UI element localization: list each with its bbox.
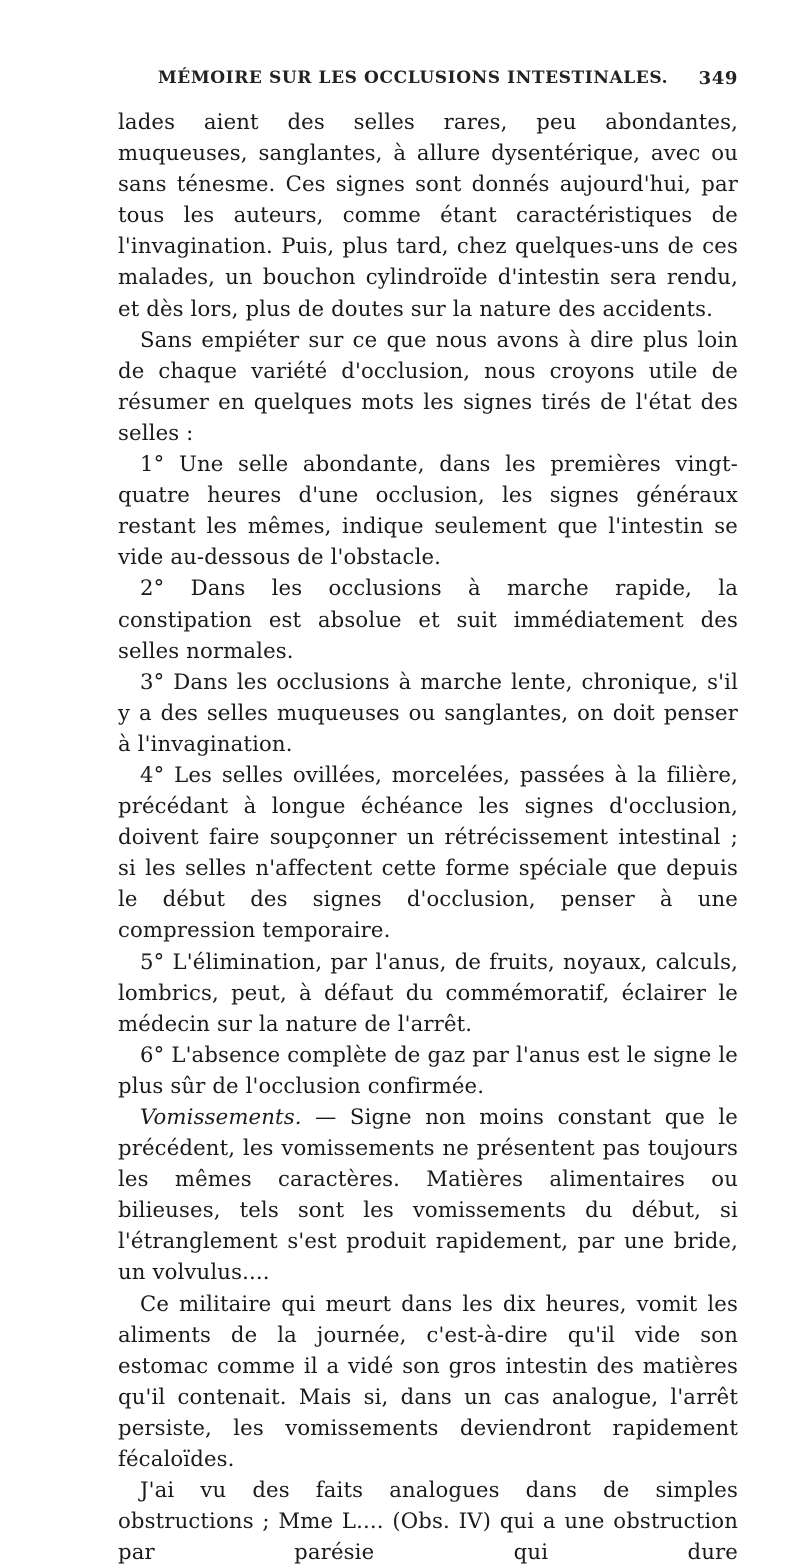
paragraph-militaire: Ce militaire qui meurt dans les dix heures, vomit les aliments de la journée, c'est-à-dire qu'il vide son estomac comme il a vidé son gros intestin des matières qu'il contenait. Mais si, dans un cas analogue, l'arrêt persiste, les vomissements deviendront rapidement fécaloïdes. [118, 1290, 738, 1472]
paragraph-continuation: lades aient des selles rares, peu abondantes, muqueuses, sanglantes, à allure dysentérique, avec ou sans ténesme. Ces signes sont donnés aujourd'hui, par tous les auteurs, comme étant caractéristiques de l'invagination. Puis, plus tard, chez quelques-uns de ces malades, un bouchon cylindroïde d'intestin sera rendu, et dès lors, plus de doutes sur la nature des accidents. [118, 109, 738, 321]
body-text [118, 106, 738, 1567]
running-title: MÉMOIRE SUR LES OCCLUSIONS INTESTINALES. [157, 68, 669, 88]
paragraph-item-2: 2° Dans les occlusions à marche rapide, la constipation est absolue et suit immédiatement des selles normales. [118, 575, 738, 663]
paragraph-vomissements [118, 1101, 738, 1288]
paragraph-item-5: 5° L'élimination, par l'anus, de fruits, noyaux, calculs, lombrics, peut, à défaut du commémoratif, éclairer le médecin sur la nature de l'arrêt. [118, 948, 738, 1036]
paragraph-item-6: 6° L'absence complète de gaz par l'anus est le signe le plus sûr de l'occlusion confirmée. [118, 1041, 738, 1098]
paragraph-observation: J'ai vu des faits analogues dans de simples obstructions ; Mme L.... (Obs. IV) qui a une obstruction par parésie qui dure [118, 1477, 738, 1565]
paragraph-item-1: 1° Une selle abondante, dans les premières vingt-quatre heures d'une occlusion, les signes généraux restant les mêmes, indique seulement que l'intestin se vide au-dessous de l'obstacle. [118, 451, 738, 570]
page-number: 349 [698, 67, 738, 89]
vomissements-text: — Signe non moins constant que le précédent, les vomissements ne présentent pas toujours les mêmes caractères. Matières alimentaires ou bilieuses, tels sont les vomissements du début, si l'étranglement s'est produit rapidement, par une bride, un volvulus.... [118, 1104, 738, 1285]
paragraph-summary-intro: Sans empiéter sur ce que nous avons à dire plus loin de chaque variété d'occlusion, nous croyons utile de résumer en quelques mots les signes tirés de l'état des selles : [118, 326, 738, 445]
paragraph-item-3: 3° Dans les occlusions à marche lente, chronique, s'il y a des selles muqueuses ou sanglantes, on doit penser à l'invagination. [118, 668, 738, 756]
paragraph-item-4: 4° Les selles ovillées, morcelées, passées à la filière, précédant à longue échéance les signes d'occlusion, doivent faire soupçonner un rétrécissement intestinal ; si les selles n'affectent cette forme spéciale que depuis le début des signes d'occlusion, penser à une compression temporaire. [118, 761, 738, 943]
section-heading-vomissements: Vomissements. [140, 1104, 302, 1129]
running-head [118, 64, 738, 92]
